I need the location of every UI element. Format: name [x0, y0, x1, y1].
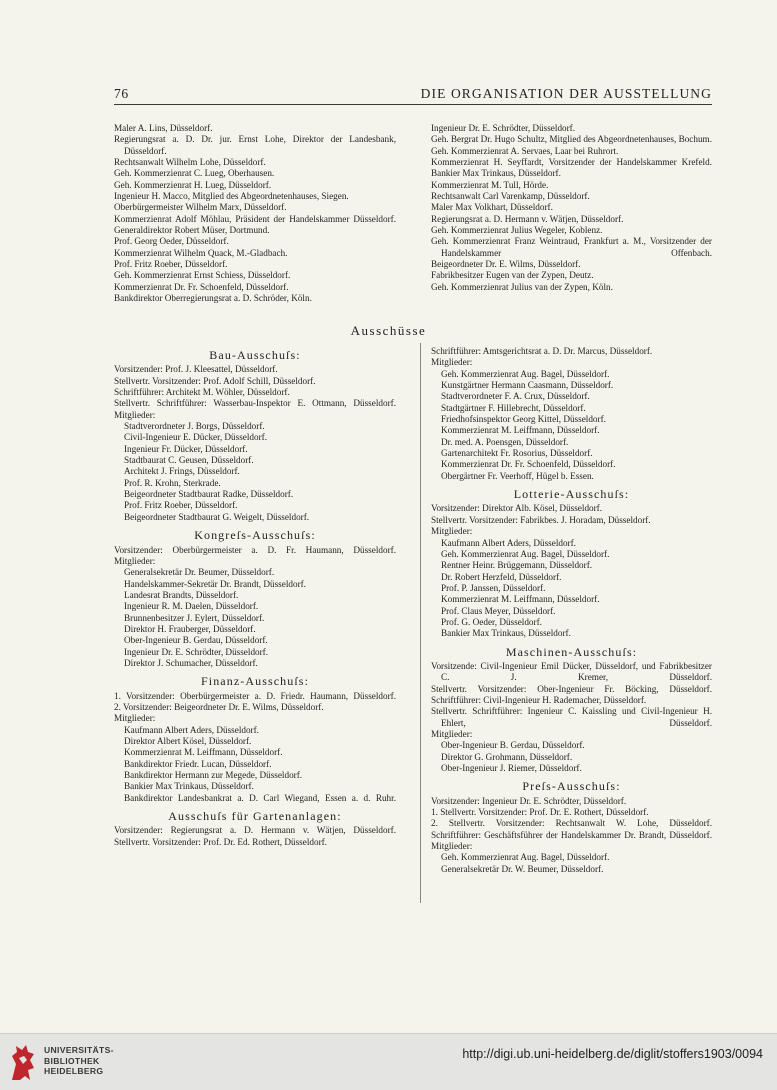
list-item: Vorsitzender: Oberbürgermeister a. D. Fr. Haumann, Düsseldorf.	[114, 544, 396, 555]
committee-members	[114, 364, 396, 523]
list-item: Schriftführer: Geschäftsführer der Handelskammer Dr. Brandt, Düsseldorf.	[431, 829, 712, 840]
committee-members	[431, 503, 712, 639]
list-item: Generaldirektor Robert Müser, Dortmund.	[114, 225, 270, 236]
list-item: Direktor J. Schumacher, Düsseldorf.	[124, 657, 258, 668]
list-item: Geh. Kommerzienrat Aug. Bagel, Düsseldorf.	[441, 368, 610, 379]
list-item: Bankier Max Trinkaus, Düsseldorf.	[124, 781, 254, 792]
running-header	[114, 86, 712, 105]
list-item: Geh. Kommerzienrat Aug. Bagel, Düsseldorf.	[441, 852, 610, 863]
list-item: Schriftführer: Amtsgerichtsrat a. D. Dr. Marcus, Düsseldorf.	[431, 346, 653, 356]
list-item: 1. Vorsitzender: Oberbürgermeister a. D. Friedr. Haumann, Düsseldorf.	[114, 690, 396, 701]
members-list-right	[431, 123, 712, 293]
list-item: Geh. Kommerzienrat Ernst Schiess, Düsseldorf.	[114, 270, 291, 281]
list-item: Stellvertr. Schriftführer: Wasserbau-Inspektor E. Ottmann, Düsseldorf.	[114, 398, 396, 409]
list-item: Dr. med. A. Poensgen, Düsseldorf.	[441, 436, 569, 447]
list-item: Maler Max Volkhart, Düsseldorf.	[431, 202, 553, 213]
list-item: Direktor H. Frauberger, Düsseldorf.	[124, 623, 256, 634]
committee-title: Lotterie-Ausschuſs:	[513, 487, 630, 502]
list-item: Stellvertr. Vorsitzender: Prof. Adolf Schill, Düsseldorf.	[114, 375, 316, 386]
list-item: Kunstgärtner Hermann Caasmann, Düsseldorf.	[441, 380, 614, 391]
library-name-line: UNIVERSITÄTS-	[44, 1045, 114, 1055]
list-item: Friedhofsinspektor Georg Kittel, Düsseldorf.	[441, 414, 606, 425]
list-item: Maler A. Lins, Düsseldorf.	[114, 123, 213, 133]
list-item: Bankier Max Trinkaus, Düsseldorf.	[441, 628, 571, 639]
committee-members	[431, 346, 712, 482]
list-item: Vorsitzender: Regierungsrat a. D. Hermann v. Wätjen, Düsseldorf.	[114, 825, 396, 836]
committee-title: Finanz-Ausschuſs:	[200, 674, 310, 689]
list-item: Vorsitzender: Ingenieur Dr. E. Schrödter, Düsseldorf.	[431, 795, 627, 806]
column-divider	[420, 343, 421, 903]
committee-title: Ausschuſs für Gartenanlagen:	[168, 809, 342, 824]
section-title-ausschuesse: Ausschüsse	[350, 323, 427, 338]
list-item: Dr. Robert Herzfeld, Düsseldorf.	[441, 571, 562, 582]
list-item: Bankier Max Trinkaus, Düsseldorf.	[431, 168, 561, 179]
list-item: Geh. Kommerzienrat A. Servaes, Laar bei Ruhrort.	[431, 145, 619, 156]
list-item: Ingenieur Dr. E. Schrödter, Düsseldorf.	[124, 646, 269, 657]
list-item: Geh. Kommerzienrat Aug. Bagel, Düsseldorf.	[441, 548, 610, 559]
list-item: Stadtverordneter F. A. Crux, Düsseldorf.	[441, 391, 590, 402]
list-item: Ober-Ingenieur J. Riemer, Düsseldorf.	[441, 763, 582, 774]
list-item: Ober-Ingenieur B. Gerdau, Düsseldorf.	[124, 635, 268, 646]
list-item: Geh. Bergrat Dr. Hugo Schultz, Mitglied des Abgeordnetenhauses, Bochum.	[431, 134, 712, 145]
list-item: Landesrat Brandts, Düsseldorf.	[124, 589, 239, 600]
list-item: Vorsitzender: Direktor Alb. Kösel, Düsseldorf.	[431, 503, 603, 514]
committees-left-column	[114, 343, 396, 848]
list-item: Direktor Albert Kösel, Düsseldorf.	[124, 736, 252, 746]
list-item: Ingenieur Fr. Dücker, Düsseldorf.	[124, 443, 248, 454]
committee-title: Maschinen-Ausschuſs:	[505, 644, 638, 659]
list-item: 2. Vorsitzender: Beigeordneter Dr. E. Wilms, Düsseldorf.	[114, 701, 324, 712]
list-item: Ingenieur R. M. Daelen, Düsseldorf.	[124, 601, 259, 612]
list-item: Obergärtner Fr. Veerhoff, Hügel b. Essen.	[441, 470, 594, 481]
list-item: Bankdirektor Oberregierungsrat a. D. Schröder, Köln.	[114, 293, 312, 304]
list-item: Mitglieder:	[114, 555, 156, 566]
list-item: Schriftführer: Architekt M. Wöhler, Düsseldorf.	[114, 387, 290, 398]
list-item: Kommerzienrat Adolf Möhlau, Präsident der Handelskammer Düsseldorf.	[114, 213, 396, 224]
committee-title: Kongreſs-Ausschuſs:	[194, 528, 316, 543]
permalink-url[interactable]: http://digi.ub.uni-heidelberg.de/diglit/stoffers1903/0094	[462, 1047, 763, 1061]
list-item: Beigeordneter Dr. E. Wilms, Düsseldorf.	[431, 259, 581, 270]
list-item: Stadtgärtner F. Hillebrecht, Düsseldorf.	[441, 402, 586, 413]
committee-members	[431, 796, 712, 875]
list-item: Fabrikbesitzer Eugen van der Zypen, Deutz.	[431, 270, 594, 281]
list-item: Regierungsrat a. D. Dr. jur. Ernst Lohe, Direktor der Landesbank, Düsseldorf.	[114, 134, 396, 156]
members-list-left	[114, 123, 396, 305]
list-item: Stadtbaurat C. Geusen, Düsseldorf.	[124, 455, 254, 466]
list-item: Handelskammer-Sekretär Dr. Brandt, Düsseldorf.	[124, 578, 306, 589]
list-item: Geh. Kommerzienrat Julius Wegeler, Koblenz.	[431, 225, 603, 236]
list-item: Geh. Kommerzienrat Julius van der Zypen, Köln.	[431, 281, 613, 292]
list-item: Ingenieur Dr. E. Schrödter, Düsseldorf.	[431, 123, 576, 133]
list-item: Beigeordneter Stadtbaurat G. Weigelt, Düsseldorf.	[124, 511, 310, 522]
library-name	[44, 1045, 114, 1077]
list-item: Kommerzienrat M. Tull, Hörde.	[431, 179, 549, 190]
committee-members	[114, 825, 396, 848]
list-item: Rentner Heinr. Brüggemann, Düsseldorf.	[441, 560, 593, 571]
page-number: 76	[114, 86, 129, 101]
list-item: Gartenarchitekt Fr. Rosorius, Düsseldorf.	[441, 448, 593, 459]
list-item: Kaufmann Albert Aders, Düsseldorf.	[441, 537, 576, 548]
list-item: Bankdirektor Hermann zur Megede, Düsseldorf.	[124, 770, 303, 781]
list-item: Schriftführer: Civil-Ingenieur H. Rademacher, Düsseldorf.	[431, 694, 647, 705]
list-item: Geh. Kommerzienrat H. Lueg, Düsseldorf.	[114, 179, 272, 190]
list-item: Stellvertr. Vorsitzender: Prof. Dr. Ed. Rothert, Düsseldorf.	[114, 836, 327, 847]
library-name-line: HEIDELBERG	[44, 1066, 104, 1076]
list-item: Stadtverordneter J. Borgs, Düsseldorf.	[124, 421, 265, 432]
list-item: 2. Stellvertr. Vorsitzender: Rechtsanwalt W. Lohe, Düsseldorf.	[431, 818, 712, 829]
list-item: Direktor G. Grohmann, Düsseldorf.	[441, 751, 573, 762]
list-item: Kommerzienrat Wilhelm Quack, M.-Gladbach.	[114, 247, 288, 258]
list-item: Mitglieder:	[431, 357, 473, 368]
list-item: Ober-Ingenieur B. Gerdau, Düsseldorf.	[441, 740, 585, 751]
list-item: Stellvertr. Vorsitzender: Ober-Ingenieur Fr. Böcking, Düsseldorf.	[431, 683, 712, 694]
list-item: Prof. G. Oeder, Düsseldorf.	[441, 616, 542, 627]
list-item: Mitglieder:	[114, 713, 156, 724]
list-item: Prof. R. Krohn, Sterkrade.	[124, 477, 221, 488]
list-item: Kommerzienrat Dr. Fr. Schoenfeld, Düsseldorf.	[114, 281, 289, 292]
list-item: Regierungsrat a. D. Hermann v. Wätjen, Düsseldorf.	[431, 213, 624, 224]
running-title: DIE ORGANISATION DER AUSSTELLUNG	[420, 86, 712, 101]
list-item: Kaufmann Albert Aders, Düsseldorf.	[124, 724, 259, 735]
list-item: Vorsitzender: Prof. J. Kleesattel, Düsseldorf.	[114, 364, 278, 375]
list-item: Prof. Fritz Roeber, Düsseldorf.	[114, 259, 228, 270]
committee-members	[114, 545, 396, 670]
list-item: 1. Stellvertr. Vorsitzender: Prof. Dr. E. Rothert, Düsseldorf.	[431, 807, 649, 818]
list-item: Kommerzienrat Dr. Fr. Schoenfeld, Düsseldorf.	[441, 459, 616, 470]
list-item: Kommerzienrat M. Leiffmann, Düsseldorf.	[441, 594, 600, 605]
list-item: Architekt J. Frings, Düsseldorf.	[124, 466, 240, 477]
list-item: Mitglieder:	[431, 526, 473, 537]
list-item: Kommerzienrat M. Leiffmann, Düsseldorf.	[441, 425, 600, 436]
list-item: Generalsekretär Dr. Beumer, Düsseldorf.	[124, 567, 275, 578]
list-item: Geh. Kommerzienrat C. Lueg, Oberhausen.	[114, 168, 275, 179]
heidelberg-lion-logo-icon	[8, 1042, 38, 1082]
library-name-line: BIBLIOTHEK	[44, 1055, 100, 1066]
list-item: Kommerzienrat M. Leiffmann, Düsseldorf.	[124, 747, 283, 758]
list-item: Prof. Claus Meyer, Düsseldorf.	[441, 605, 556, 616]
list-item: Oberbürgermeister Wilhelm Marx, Düsseldorf.	[114, 202, 287, 213]
list-item: Civil-Ingenieur E. Dücker, Düsseldorf.	[124, 432, 268, 443]
list-item: Rechtsanwalt Wilhelm Lohe, Düsseldorf.	[114, 157, 266, 168]
committees-right-column	[431, 346, 712, 875]
committee-title: Preſs-Ausschuſs:	[522, 779, 621, 794]
list-item: Stellvertr. Vorsitzender: Fabrikbes. J. Horadam, Düsseldorf.	[431, 514, 651, 525]
list-item: Rechtsanwalt Carl Varenkamp, Düsseldorf.	[431, 191, 590, 202]
committee-members	[114, 691, 396, 804]
list-item: Mitglieder:	[114, 409, 156, 420]
list-item: Geh. Kommerzienrat Franz Weintraud, Frankfurt a. M., Vorsitzender der Handelskammer Offenbach.	[431, 236, 712, 258]
list-item: Beigeordneter Stadtbaurat Radke, Düsseldorf.	[124, 489, 294, 500]
list-item: Bankdirektor Friedr. Lucan, Düsseldorf.	[124, 758, 272, 769]
list-item: Mitglieder:	[431, 729, 473, 739]
list-item: Prof. Georg Oeder, Düsseldorf.	[114, 236, 229, 247]
list-item: Vorsitzende: Civil-Ingenieur Emil Dücker, Düsseldorf, und Fabrikbesitzer C. J. Kremer, Düsseldorf.	[431, 660, 712, 683]
list-item: Mitglieder:	[431, 841, 473, 852]
list-item: Prof. P. Janssen, Düsseldorf.	[441, 582, 546, 593]
list-item: Bankdirektor Landesbankrat a. D. Carl Wiegand, Essen a. d. Ruhr.	[124, 792, 396, 803]
list-item: Ingenieur H. Macco, Mitglied des Abgeordnetenhauses, Siegen.	[114, 191, 349, 202]
list-item: Stellvertr. Schriftführer: Ingenieur C. Kaissling und Civil-Ingenieur H. Ehlert, Düsseldorf.	[431, 706, 712, 728]
list-item: Prof. Fritz Roeber, Düsseldorf.	[124, 500, 238, 511]
committee-members	[431, 661, 712, 774]
library-footer	[0, 1033, 777, 1090]
committee-title: Bau-Ausschuſs:	[209, 348, 301, 362]
list-item: Generalsekretär Dr. W. Beumer, Düsseldorf.	[441, 863, 604, 874]
list-item: Brunnenbesitzer J. Eylert, Düsseldorf.	[124, 612, 265, 623]
list-item: Kommerzienrat H. Seyffardt, Vorsitzender der Handelskammer Krefeld.	[431, 157, 712, 168]
